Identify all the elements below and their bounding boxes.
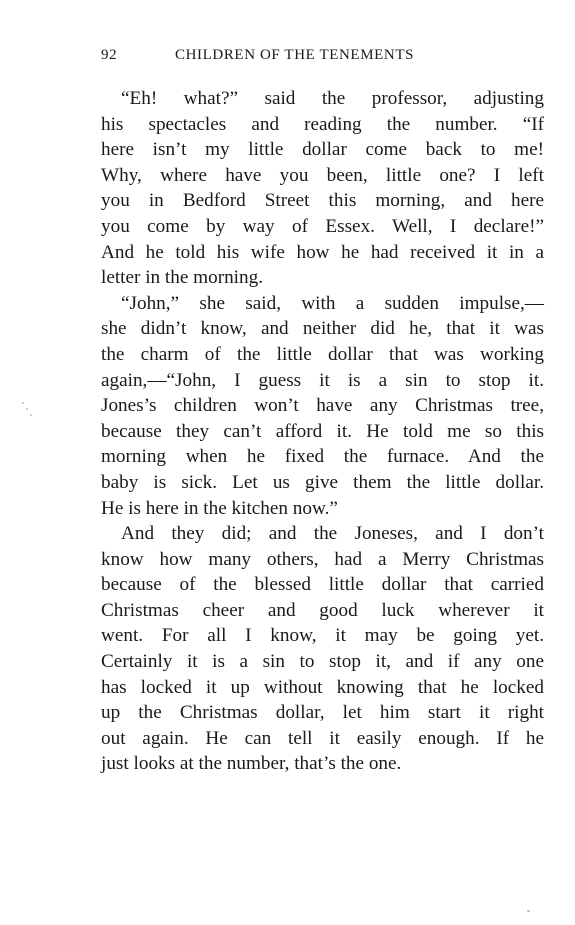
text-line: went. For all I know, it may be going yet.: [101, 625, 544, 647]
text-line: morning when he fixed the furnace. And the: [101, 446, 544, 468]
scan-speck: [527, 910, 530, 912]
scan-speck: [22, 402, 24, 404]
text-line: And he told his wife how he had received it in a: [101, 241, 544, 263]
text-line: has locked it up without knowing that he locked: [101, 676, 544, 698]
text-line: you come by way of Essex. Well, I declare!”: [101, 215, 544, 237]
text-line: the charm of the little dollar that was working: [101, 343, 544, 365]
text-line: because of the blessed little dollar that carried: [101, 574, 544, 596]
paragraph-2: [101, 291, 544, 521]
scan-speck: [26, 408, 28, 410]
text-line: “John,” she said, with a sudden impulse,—: [121, 292, 544, 314]
text-line: Jones’s children won’t have any Christmas tree,: [101, 395, 544, 417]
text-line: up the Christmas dollar, let him start it right: [101, 702, 544, 724]
running-title: CHILDREN OF THE TENEMENTS: [175, 47, 415, 63]
text-line: “Eh! what?” said the professor, adjusting: [121, 88, 544, 109]
text-line: baby is sick. Let us give them the little dollar.: [101, 471, 544, 493]
paragraph-1: [101, 86, 544, 291]
page-number: 92: [101, 47, 118, 63]
text-line: He is here in the kitchen now.”: [101, 497, 338, 519]
body-text: [101, 86, 544, 777]
text-line: out again. He can tell it easily enough. If he: [101, 727, 544, 749]
text-line: because they can’t afford it. He told me so this: [101, 420, 544, 442]
text-line: you in Bedford Street this morning, and here: [101, 190, 544, 212]
text-line: Christmas cheer and good luck wherever it: [101, 599, 544, 621]
text-line: just looks at the number, that’s the one.: [101, 753, 402, 775]
text-line: Why, where have you been, little one? I left: [101, 164, 544, 186]
running-head: [101, 47, 544, 69]
text-line: Certainly it is a sin to stop it, and if any one: [101, 651, 544, 673]
text-line: here isn’t my little dollar come back to me!: [101, 139, 544, 161]
text-line: letter in the morning.: [101, 267, 263, 289]
text-line: again,—“John, I guess it is a sin to stop it.: [101, 369, 544, 391]
text-line: know how many others, had a Merry Christmas: [101, 548, 544, 570]
paragraph-3: [101, 521, 544, 777]
text-line: she didn’t know, and neither did he, that it was: [101, 318, 544, 340]
text-line: his spectacles and reading the number. “If: [101, 113, 544, 135]
text-line: And they did; and the Joneses, and I don’t: [121, 523, 544, 545]
scan-speck: [30, 414, 32, 416]
